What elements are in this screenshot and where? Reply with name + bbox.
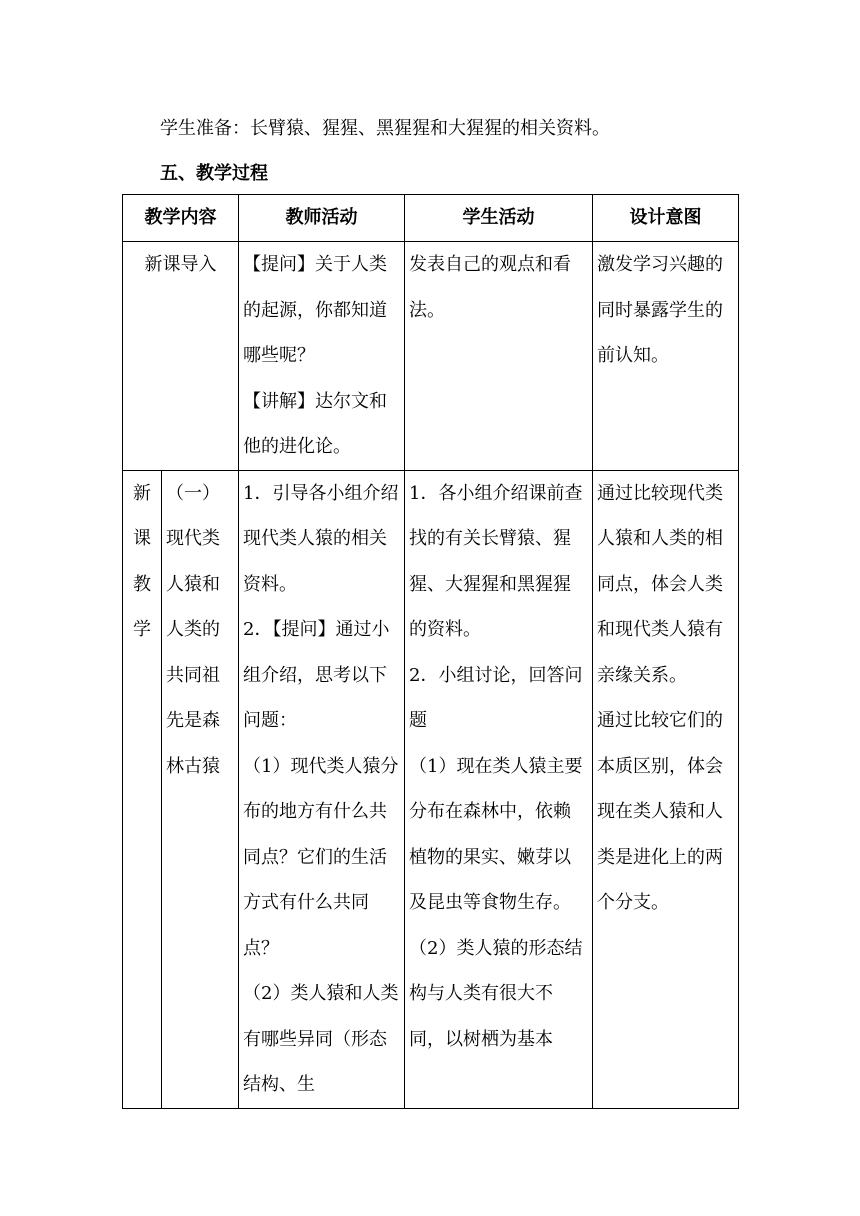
row1-student xyxy=(405,242,593,471)
row2-intent-p1: 通过比较现代类人猿和人类的相同点，体会人类和现代类人猿有亲缘关系。 xyxy=(597,482,723,686)
table-row xyxy=(123,242,739,471)
row1-intent-p1: 激发学习兴趣的同时暴露学生的前认知。 xyxy=(597,254,723,366)
row2-student-p4: （2）类人猿的形态结构与人类有很大不同，以树栖为基本 xyxy=(409,937,583,1050)
row2-subtopic: （一）现代类人猿和人类的共同祖先是森林古猿 xyxy=(162,470,239,1108)
teaching-process-table xyxy=(122,194,739,1109)
row2-teacher-p3: （1）现代类人猿分布的地方有什么共同点？它们的生活方式有什么共同点？ xyxy=(243,755,399,959)
row1-content: 新课导入 xyxy=(123,242,239,471)
row1-teacher xyxy=(239,242,405,471)
header-content: 教学内容 xyxy=(123,195,239,242)
row1-intent xyxy=(593,242,739,471)
row1-teacher-p1: 【提问】关于人类的起源，你都知道哪些呢？ xyxy=(243,254,387,366)
row2-student xyxy=(405,470,593,1108)
student-preparation-text: 学生准备：长臂猿、猩猩、黑猩猩和大猩猩的相关资料。 xyxy=(160,118,610,139)
row2-student-p3: （1）现在类人猿主要分布在森林中，依赖植物的果实、嫩芽以及昆虫等食物生存。 xyxy=(409,755,583,913)
table-row xyxy=(123,470,739,1108)
row2-student-p1: 1．各小组介绍课前查找的有关长臂猿、猩猩、大猩猩和黑猩猩的资料。 xyxy=(409,482,583,640)
header-teacher: 教师活动 xyxy=(239,195,405,242)
row2-intent xyxy=(593,470,739,1108)
header-student: 学生活动 xyxy=(405,195,593,242)
row2-category: 新课教学 xyxy=(123,470,162,1108)
row2-teacher-p4: （2）类人猿和人类有哪些异同（形态结构、生 xyxy=(243,983,399,1095)
row2-teacher-p1: 1．引导各小组介绍现代类人猿的相关资料。 xyxy=(243,482,399,595)
table-header-row xyxy=(123,195,739,242)
row2-intent-p2: 通过比较它们的本质区别，体会现在类人猿和人类是进化上的两个分支。 xyxy=(597,710,723,913)
row1-teacher-p2: 【讲解】达尔文和他的进化论。 xyxy=(243,390,387,457)
row2-teacher xyxy=(239,470,405,1108)
section-title: 五、教学过程 xyxy=(160,163,268,184)
row2-teacher-p2: 2．【提问】通过小组介绍，思考以下问题： xyxy=(243,619,390,731)
row1-student-p1: 发表自己的观点和看法。 xyxy=(409,254,571,321)
header-intent: 设计意图 xyxy=(593,195,739,242)
row2-student-p2: 2．小组讨论，回答问题 xyxy=(409,664,583,731)
